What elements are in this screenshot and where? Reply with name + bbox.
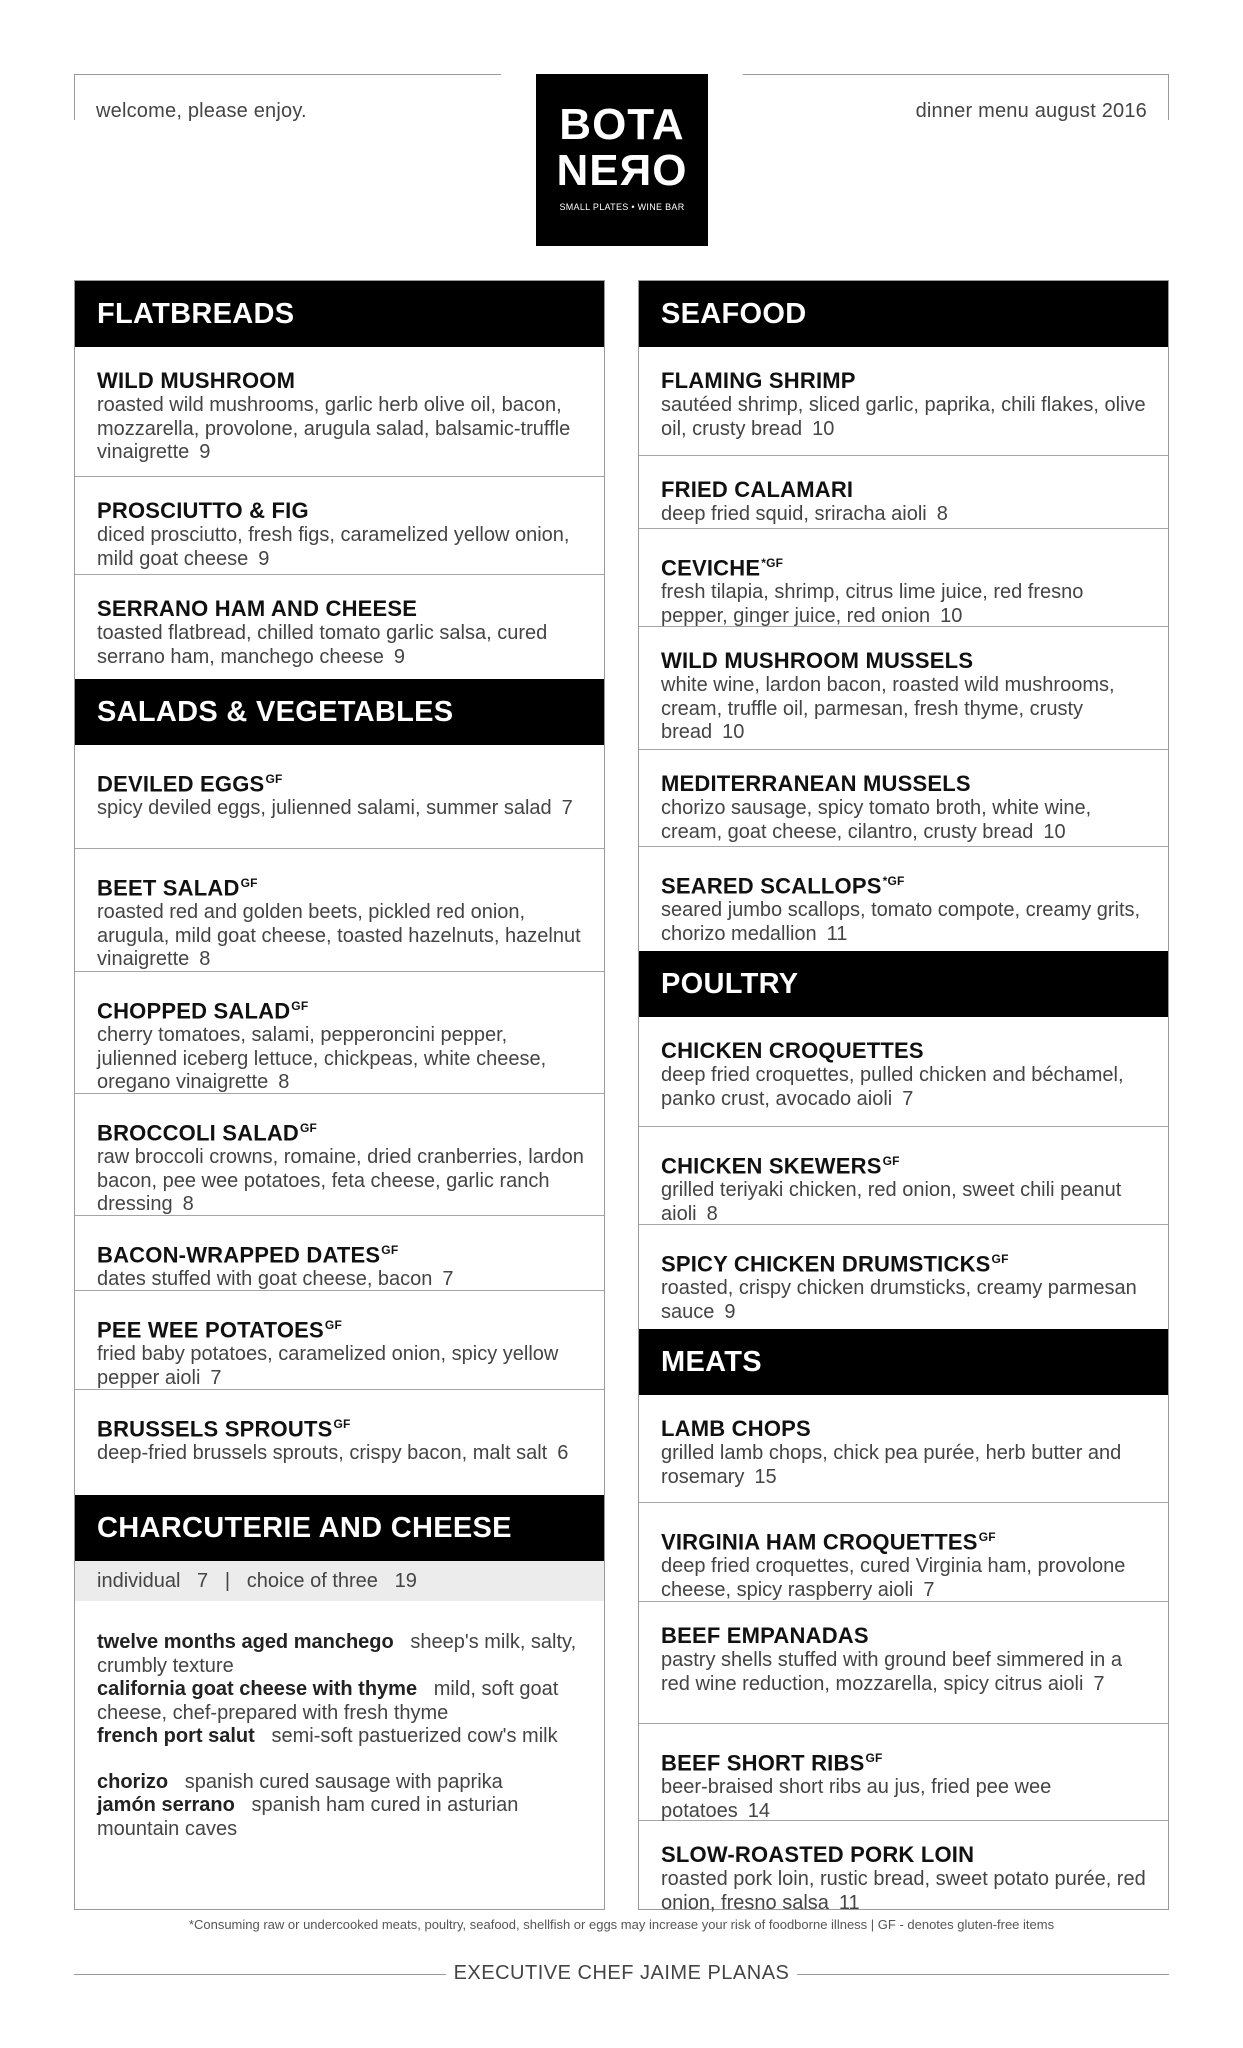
cheese-entry: french port salut semi-soft pastuerized cow's milk — [97, 1725, 558, 1747]
item-price: 8 — [182, 1193, 194, 1216]
menu-item — [639, 1503, 1168, 1602]
welcome-text: welcome, please enjoy. — [96, 100, 307, 122]
menu-item — [639, 1225, 1168, 1329]
item-price: 7 — [1093, 1672, 1105, 1695]
item-price: 9 — [258, 547, 270, 570]
item-description: deep-fried brussels sprouts, crispy bacon, malt salt 6 — [97, 1442, 569, 1465]
menu-item — [75, 745, 604, 849]
menu-item — [639, 750, 1168, 847]
gf-badge: GF — [240, 876, 258, 890]
menu-item — [75, 1291, 604, 1390]
menu-item — [639, 456, 1168, 529]
menu-item — [75, 1216, 604, 1291]
item-name: FRIED CALAMARI — [661, 477, 854, 502]
section-header-seafood: SEAFOOD — [639, 281, 1168, 347]
menu-item — [639, 1724, 1168, 1821]
section-header-flatbreads: FLATBREADS — [75, 281, 604, 347]
gf-badge: GF — [978, 1530, 996, 1544]
item-description: roasted pork loin, rustic bread, sweet potato purée, red onion, fresno salsa 11 — [661, 1868, 1146, 1914]
item-price: 6 — [557, 1442, 569, 1465]
item-name: DEVILED $EGGS^{GF}$ — [97, 771, 283, 797]
charcuterie-list — [75, 1601, 604, 1841]
item-name: FLAMING SHRIMP — [661, 368, 856, 393]
item-name: MEDITERRANEAN MUSSELS — [661, 771, 971, 796]
menu-item — [75, 849, 604, 972]
gf-badge: GF — [381, 1243, 399, 1257]
item-description: beer-braised short ribs au jus, fried pee wee potatoes 14 — [661, 1776, 1052, 1822]
item-name: BEEF SHORT $RIBS^{GF}$ — [661, 1750, 883, 1776]
menu-item — [639, 847, 1168, 951]
item-name: LAMB CHOPS — [661, 1416, 811, 1441]
cheese-entry: twelve months aged manchego sheep's milk, salty, crumbly texture — [97, 1631, 577, 1677]
item-name: CHOPPED $SALAD^{GF}$ — [97, 998, 309, 1024]
header-rule-right — [743, 74, 1169, 75]
gf-badge: GF — [265, 772, 283, 786]
cheese-entry: california goat cheese with thyme mild, soft goat cheese, chef-prepared with fresh thyme — [97, 1678, 559, 1724]
item-name: BEET $SALAD^{GF}$ — [97, 875, 258, 901]
logo-line-1: BOTA — [559, 100, 685, 149]
item-name: CHICKEN $SKEWERS^{GF}$ — [661, 1153, 900, 1179]
section-header-poultry: POULTRY — [639, 951, 1168, 1017]
item-name: SLOW-ROASTED PORK LOIN — [661, 1842, 975, 1867]
item-price: 7 — [561, 797, 573, 820]
gf-badge: *GF — [761, 556, 784, 570]
item-description: diced prosciutto, fresh figs, caramelized yellow onion, mild goat cheese 9 — [97, 524, 570, 570]
gf-badge: GF — [324, 1318, 342, 1332]
menu-item — [639, 1602, 1168, 1724]
item-name: VIRGINIA HAM $CROQUETTES^{GF}$ — [661, 1529, 996, 1555]
executive-chef: EXECUTIVE CHEF JAIME PLANAS — [453, 1962, 790, 1984]
item-name: SERRANO HAM AND CHEESE — [97, 596, 418, 621]
menu-date: dinner menu august 2016 — [915, 100, 1147, 122]
item-description: seared jumbo scallops, tomato compote, creamy grits, chorizo medallion 11 — [661, 899, 1141, 945]
menu-item — [75, 1390, 604, 1495]
gf-badge: GF — [865, 1751, 883, 1765]
gf-badge: GF — [991, 1252, 1009, 1266]
item-name: WILD MUSHROOM MUSSELS — [661, 648, 974, 673]
item-description: roasted red and golden beets, pickled red onion, arugula, mild goat cheese, toasted hazelnuts, hazelnut vinaigrette 8 — [97, 901, 581, 971]
left-column — [74, 280, 605, 1910]
item-name: PEE WEE $POTATOES^{GF}$ — [97, 1317, 342, 1343]
menu-item — [639, 627, 1168, 750]
header-tick-left — [74, 74, 75, 120]
gf-badge: GF — [300, 1121, 318, 1135]
menu-item — [75, 972, 604, 1094]
item-description: chorizo sausage, spicy tomato broth, white wine, cream, goat cheese, cilantro, crusty bread 10 — [661, 797, 1092, 843]
logo — [536, 74, 708, 246]
item-description: deep fried croquettes, pulled chicken and béchamel, panko crust, avocado aioli 7 — [661, 1064, 1124, 1110]
item-name: BROCCOLI $SALAD^{GF}$ — [97, 1120, 318, 1146]
item-price: 9 — [724, 1300, 736, 1323]
item-price: 7 — [902, 1087, 914, 1110]
gf-badge: *GF — [882, 874, 905, 888]
item-description: raw broccoli crowns, romaine, dried cranberries, lardon bacon, pee wee potatoes, feta cheese, garlic ranch dressing 8 — [97, 1146, 584, 1216]
menu-item — [639, 1821, 1168, 1919]
item-price: 8 — [278, 1071, 290, 1094]
item-description: fried baby potatoes, caramelized onion, spicy yellow pepper aioli 7 — [97, 1343, 559, 1389]
item-price: 7 — [923, 1578, 935, 1601]
header-tick-right — [1168, 74, 1169, 120]
item-price: 10 — [812, 417, 835, 440]
item-name: WILD MUSHROOM — [97, 368, 296, 393]
item-price: 15 — [754, 1465, 777, 1488]
item-price: 10 — [940, 604, 963, 627]
item-name: BEEF EMPANADAS — [661, 1623, 869, 1648]
menu-item — [639, 347, 1168, 456]
item-description: fresh tilapia, shrimp, citrus lime juice, red fresno pepper, ginger juice, red onion 10 — [661, 581, 1084, 627]
item-description: cherry tomatoes, salami, pepperoncini pepper, julienned iceberg lettuce, chickpeas, white cheese, oregano vinaigrette 8 — [97, 1024, 547, 1094]
item-description: roasted wild mushrooms, garlic herb olive oil, bacon, mozzarella, provolone, arugula salad, balsamic-truffle vinaigrette 9 — [97, 394, 571, 463]
gf-badge: GF — [333, 1417, 351, 1431]
item-description: deep fried croquettes, cured Virginia ham, provolone cheese, spicy raspberry aioli 7 — [661, 1555, 1126, 1601]
section-header-salads: SALADS & VEGETABLES — [75, 679, 604, 745]
charcuterie-pricing: individual 7 | choice of three 19 — [75, 1561, 604, 1601]
item-description: roasted, crispy chicken drumsticks, creamy parmesan sauce 9 — [661, 1277, 1137, 1323]
menu-item — [639, 1017, 1168, 1127]
right-column — [638, 280, 1169, 1914]
gf-badge: GF — [882, 1154, 900, 1168]
item-price: 14 — [747, 1799, 770, 1822]
charcuterie-meat-entry: chorizo spanish cured sausage with paprika — [97, 1770, 503, 1793]
item-name: BRUSSELS $SPROUTS^{GF}$ — [97, 1416, 351, 1442]
item-name: CHICKEN CROQUETTES — [661, 1038, 924, 1063]
item-price: 10 — [722, 721, 745, 743]
item-price: 9 — [199, 441, 211, 463]
item-description: toasted flatbread, chilled tomato garlic salsa, cured serrano ham, manchego cheese 9 — [97, 622, 548, 668]
menu-item — [639, 1395, 1168, 1503]
section-header-meats: MEATS — [639, 1329, 1168, 1395]
item-name: PROSCIUTTO & FIG — [97, 498, 309, 523]
item-price: 8 — [936, 503, 948, 525]
item-description: deep fried squid, sriracha aioli 8 — [661, 503, 948, 525]
menu-item — [639, 1127, 1168, 1225]
header-rule-left — [74, 74, 501, 75]
logo-line-2: NEЯO — [556, 146, 688, 195]
footnote: *Consuming raw or undercooked meats, poultry, seafood, shellfish or eggs may increase your risk of foodborne illness | GF - denotes gluten-free items — [188, 1917, 1055, 1932]
item-name: SPICY CHICKEN $DRUMSTICKS^{GF}$ — [661, 1251, 1009, 1277]
item-price: 11 — [826, 922, 848, 945]
gf-badge: GF — [291, 999, 309, 1013]
item-description: spicy deviled eggs, julienned salami, summer salad 7 — [97, 797, 573, 820]
menu-item — [75, 1094, 604, 1216]
item-price: 9 — [393, 645, 405, 668]
menu-item — [75, 575, 604, 679]
item-description: grilled teriyaki chicken, red onion, sweet chili peanut aioli 8 — [661, 1179, 1122, 1225]
menu-item — [75, 347, 604, 477]
item-description: sautéed shrimp, sliced garlic, paprika, chili flakes, olive oil, crusty bread 10 — [661, 394, 1146, 440]
item-price: 10 — [1043, 820, 1066, 843]
menu-item — [75, 477, 604, 575]
charcuterie-meat-entry: jamón serrano spanish ham cured in asturian mountain caves — [97, 1794, 519, 1840]
item-price: 7 — [210, 1366, 222, 1389]
item-name: SEARED $SCALLOPS^{*GF}$ — [661, 873, 905, 899]
item-description: dates stuffed with goat cheese, bacon 7 — [97, 1268, 454, 1291]
section-header-charcuterie: CHARCUTERIE AND CHEESE — [75, 1495, 604, 1561]
item-price: 8 — [706, 1202, 718, 1225]
item-name: BACON-WRAPPED $DATES^{GF}$ — [97, 1242, 399, 1268]
menu-item — [639, 529, 1168, 627]
item-price: 11 — [838, 1891, 860, 1914]
item-description: pastry shells stuffed with ground beef simmered in a red wine reduction, mozzarella, spicy citrus aioli 7 — [661, 1649, 1122, 1695]
item-price: 8 — [199, 948, 211, 971]
item-description: grilled lamb chops, chick pea purée, herb butter and rosemary 15 — [661, 1442, 1122, 1488]
item-description: white wine, lardon bacon, roasted wild mushrooms, cream, truffle oil, parmesan, fresh thyme, crusty bread 10 — [661, 674, 1115, 743]
item-name: $CEVICHE^{*GF}$ — [661, 555, 784, 581]
logo-subtitle: SMALL PLATES • WINE BAR — [559, 202, 685, 212]
item-price: 7 — [442, 1268, 454, 1291]
